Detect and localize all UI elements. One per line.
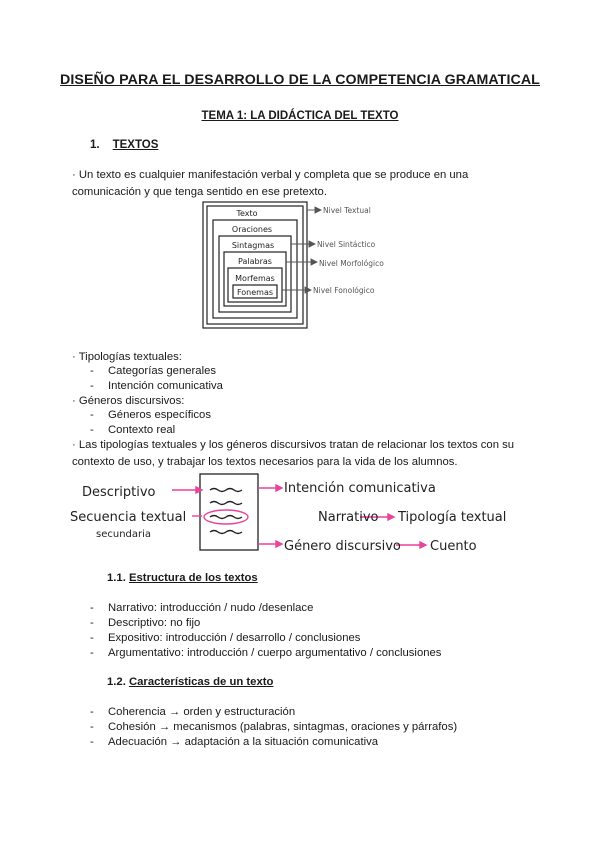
relacion-paragraph: · Las tipologías textuales y los géneros discursivos tratan de relacionar los textos con su contexto de uso, y trabajar los textos necesarios para la vida de los alumnos.	[72, 439, 515, 468]
label-tipologia: Tipología textual	[398, 510, 507, 525]
list-item: - Intención comunicativa	[90, 380, 223, 392]
label-descriptivo: Descriptivo	[82, 485, 156, 500]
label-intencion: Intención comunicativa	[284, 481, 436, 496]
section-number: 1.	[90, 139, 100, 151]
intro-paragraph: · Un texto es cualquier manifestación verbal y completa que se produce en una comunicación y que tenga sentido en ese pretexto.	[72, 169, 469, 198]
label-morfemas: Morfemas	[235, 274, 275, 283]
tipologias-heading: · Tipologías textuales:	[72, 351, 182, 363]
level-textual: Nivel Textual	[323, 206, 371, 215]
list-item: - Géneros específicos	[90, 409, 211, 421]
subsection-label: Características de un texto	[128, 676, 274, 688]
section-label: TEXTOS	[112, 139, 159, 151]
list-item: - Argumentativo: introducción / cuerpo argumentativo / conclusiones	[90, 647, 442, 659]
label-narrativo: Narrativo	[318, 510, 379, 525]
label-secundaria: secundaria	[96, 529, 152, 540]
subsection-heading	[107, 572, 258, 584]
list-item: - Contexto real	[90, 424, 176, 436]
subsection-label: Estructura de los textos	[128, 572, 258, 584]
list-item: - Expositivo: introducción / desarrollo / conclusiones	[90, 632, 361, 644]
label-secuencia-textual: Secuencia textual	[70, 510, 187, 525]
box-oraciones	[213, 220, 297, 318]
list-item: - Coherencia → orden y estructuración	[90, 706, 296, 718]
generos-heading: · Géneros discursivos:	[72, 395, 185, 407]
list-item: - Descriptivo: no fijo	[90, 617, 201, 629]
list-item: - Categorías generales	[90, 365, 217, 377]
concept-map-diagram	[68, 470, 538, 560]
label-fonemas: Fonemas	[236, 288, 274, 297]
page-title: DISEÑO PARA EL DESARROLLO DE LA COMPETENCIA GRAMATICAL	[60, 72, 540, 88]
level-sintactico: Nivel Sintáctico	[317, 240, 376, 249]
list-item: - Cohesión → mecanismos (palabras, sintagmas, oraciones y párrafos)	[90, 721, 458, 733]
list-item: - Narrativo: introducción / nudo /desenlace	[90, 602, 314, 614]
subsection-number: 1.1.	[107, 572, 126, 584]
section-subtitle: TEMA 1: LA DIDÁCTICA DEL TEXTO	[201, 110, 399, 122]
list-item: - Adecuación → adaptación a la situación comunicativa	[90, 736, 379, 748]
label-texto: Texto	[236, 209, 258, 218]
label-sintagmas: Sintagmas	[231, 241, 275, 250]
level-morfologico: Nivel Morfológico	[319, 259, 384, 268]
text-levels-diagram	[195, 196, 405, 348]
subsection-heading	[107, 676, 273, 688]
label-cuento: Cuento	[430, 539, 477, 554]
level-fonologico: Nivel Fonológico	[313, 286, 375, 295]
label-genero: Género discursivo	[284, 539, 401, 554]
label-oraciones: Oraciones	[231, 225, 273, 234]
section-heading	[90, 139, 158, 151]
subsection-number: 1.2.	[107, 676, 126, 688]
label-palabras: Palabras	[238, 257, 272, 266]
